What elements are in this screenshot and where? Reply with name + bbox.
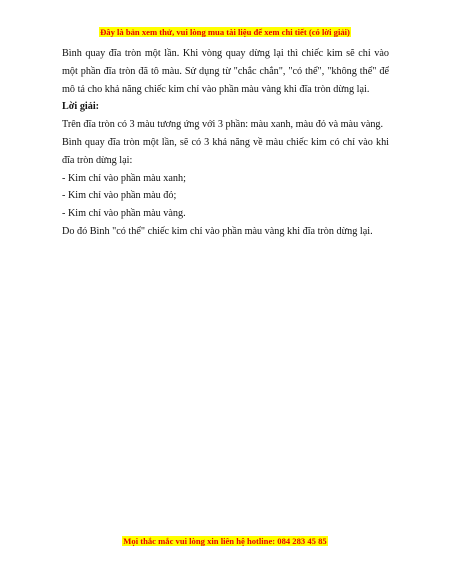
hotline-footer-banner bbox=[0, 536, 450, 546]
solution-line: - Kim chỉ vào phần màu vàng. bbox=[62, 208, 186, 220]
question-text: Bình quay đĩa tròn một lần. Khi vòng quay dừng lại thì chiếc kim sẽ chỉ vào một phần đĩa tròn đã tô màu. Sử dụng từ "chắc chắn", "có thể", "không thể" để mô tả cho khả năng chiếc kim chỉ vào phần màu vàng khi đĩa tròn dừng lại. bbox=[62, 48, 389, 95]
solution-line: - Kim chỉ vào phần màu xanh; bbox=[62, 172, 186, 184]
solution-line: - Kim chỉ vào phần màu đỏ; bbox=[62, 190, 177, 202]
hotline-footer-text: Mọi thắc mắc vui lòng xin liên hệ hotline: 084 283 45 85 bbox=[123, 536, 327, 546]
solution-line: Trên đĩa tròn có 3 màu tương ứng với 3 phần: màu xanh, màu đỏ và màu vàng. bbox=[62, 119, 384, 131]
solution-heading: Lời giải: bbox=[62, 101, 100, 113]
solution-conclusion: Do đó Bình "có thể" chiếc kim chỉ vào phần màu vàng khi đĩa tròn dừng lại. bbox=[62, 225, 373, 237]
preview-notice-text: Đây là bản xem thử, vui lòng mua tài liệu để xem chi tiết (có lời giải) bbox=[100, 27, 350, 37]
preview-notice-banner bbox=[0, 27, 450, 37]
solution-line: Bình quay đĩa tròn một lần, sẽ có 3 khả năng về màu chiếc kim có chỉ vào khi đĩa tròn dừng lại: bbox=[62, 136, 389, 166]
document-body bbox=[62, 45, 389, 241]
